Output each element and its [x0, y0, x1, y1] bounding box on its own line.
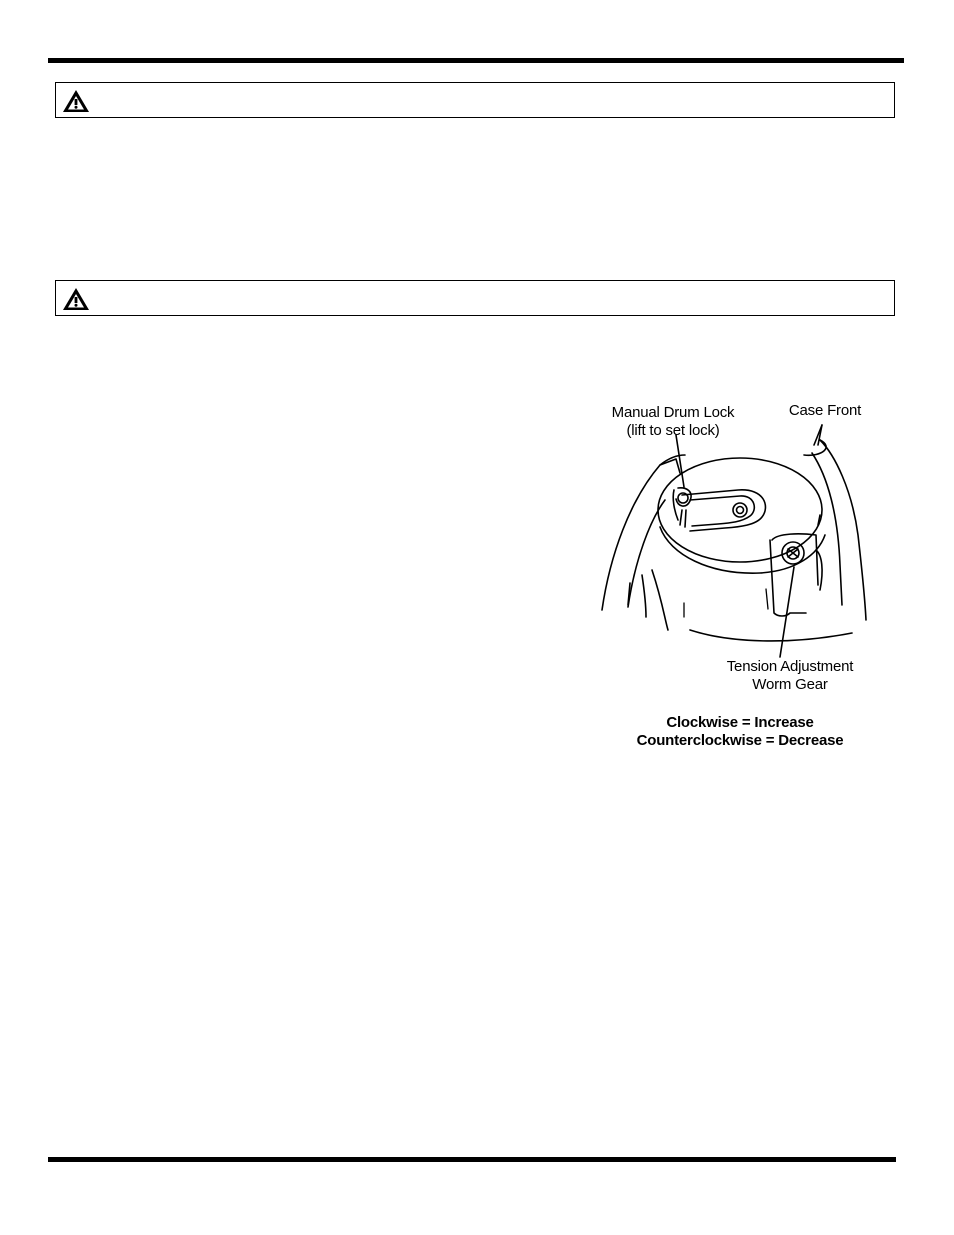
warning-triangle-icon: [62, 287, 90, 311]
tension-adjustment-figure: [590, 395, 880, 765]
rotation-caption: [605, 714, 875, 750]
caption-counterclockwise: Counterclockwise = Decrease: [636, 732, 844, 749]
footer-rule: [48, 1157, 896, 1162]
device-illustration: [590, 395, 880, 765]
drum-lock-label-line-2: (lift to set lock): [626, 422, 720, 439]
warning-box-2: [55, 280, 895, 316]
caption-clockwise: Clockwise = Increase: [666, 714, 814, 731]
tension-label-line-2: Worm Gear: [752, 676, 828, 693]
drum-lock-label: [598, 404, 748, 440]
tension-adjustment-label: [710, 658, 870, 694]
warning-triangle-icon: [62, 89, 90, 113]
tension-label-line-1: Tension Adjustment: [726, 658, 854, 675]
warning-box-1: [55, 82, 895, 118]
case-front-label: Case Front: [788, 402, 862, 419]
header-rule: [48, 58, 904, 63]
drum-lock-label-line-1: Manual Drum Lock: [611, 404, 735, 421]
